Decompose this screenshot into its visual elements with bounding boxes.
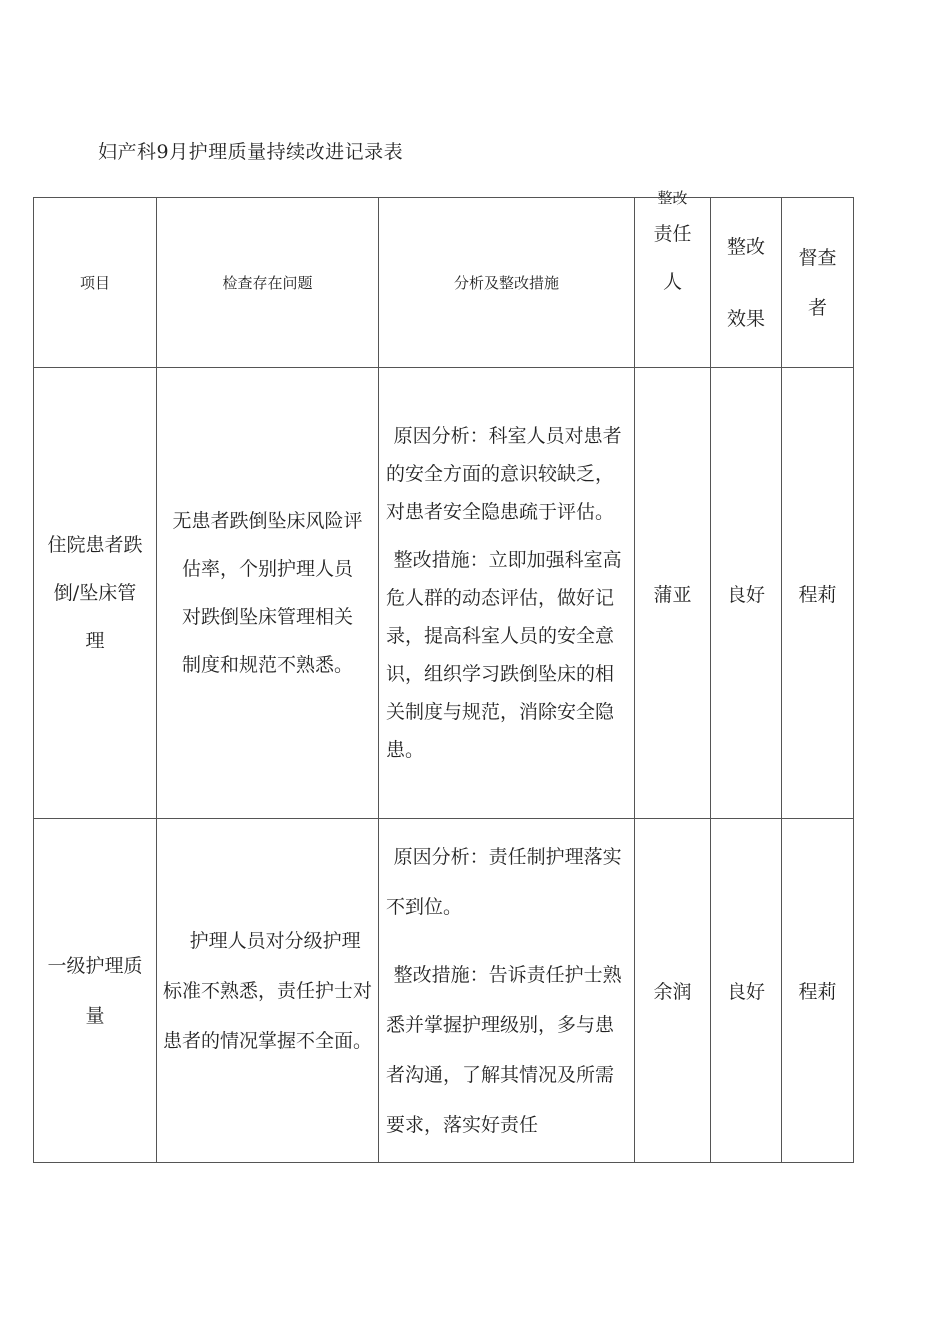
record-table (33, 189, 854, 1163)
table-row (34, 819, 854, 1163)
row-effect: 良好 (711, 368, 782, 819)
table-row (34, 368, 854, 819)
row-owner: 蒲亚 (635, 368, 711, 819)
row-effect: 良好 (711, 819, 782, 1163)
row-item-line: 理 (85, 630, 105, 652)
row-measure: 整改措施：告诉责任护士熟悉并掌握护理级别，多与患者沟通，了解其情况及所需要求，落实好责任 (386, 963, 622, 1136)
header-owner-line1: 整改 (657, 189, 688, 207)
row-problem-line: 估率，个别护理人员 (181, 558, 353, 580)
header-owner-line2: 责任 (653, 223, 692, 245)
header-item: 项目 (34, 198, 157, 368)
row-problem (157, 819, 379, 1163)
row-problem-line: 无患者跌倒坠床风险评 (172, 510, 363, 532)
page-title: 妇产科9月护理质量持续改进记录表 (98, 141, 404, 163)
row-problem-text: 护理人员对分级护理标准不熟悉，责任护士对患者的情况掌握不全面。 (163, 929, 373, 1052)
header-owner (635, 189, 711, 368)
row-problem-line: 制度和规范不熟悉。 (181, 654, 353, 676)
header-effect (711, 198, 782, 368)
row-supervisor: 程莉 (782, 368, 854, 819)
row-owner: 余润 (635, 819, 711, 1163)
header-owner-line3: 人 (662, 271, 682, 293)
row-item-line: 一级护理质 (47, 954, 143, 977)
header-effect-line2: 效果 (726, 307, 765, 330)
header-effect-line1: 整改 (726, 235, 765, 258)
header-supervisor (782, 198, 854, 368)
row-measure: 整改措施：立即加强科室高危人群的动态评估，做好记录，提高科室人员的安全意识，组织学习跌倒坠床的相关制度与规范，消除安全隐患。 (386, 549, 622, 761)
row-item-line: 倒/坠床管 (53, 582, 137, 604)
row-supervisor: 程莉 (782, 819, 854, 1163)
row-analysis: 原因分析：责任制护理落实不到位。 (386, 845, 622, 918)
header-supervisor-line2: 者 (807, 296, 827, 319)
row-problem (157, 368, 379, 819)
row-item-line: 住院患者跌 (47, 534, 143, 556)
row-item (34, 819, 157, 1163)
row-item-line: 量 (85, 1004, 105, 1027)
row-problem-line: 对跌倒坠床管理相关 (181, 606, 353, 628)
row-measures (379, 819, 635, 1163)
header-measures: 分析及整改措施 (379, 198, 635, 368)
header-supervisor-line1: 督查 (798, 246, 837, 269)
row-analysis: 原因分析：科室人员对患者的安全方面的意识较缺乏，对患者安全隐患疏于评估。 (386, 425, 622, 523)
row-item (34, 368, 157, 819)
header-problem: 检查存在问题 (157, 198, 379, 368)
row-measures (379, 368, 635, 819)
header-row (34, 198, 854, 368)
